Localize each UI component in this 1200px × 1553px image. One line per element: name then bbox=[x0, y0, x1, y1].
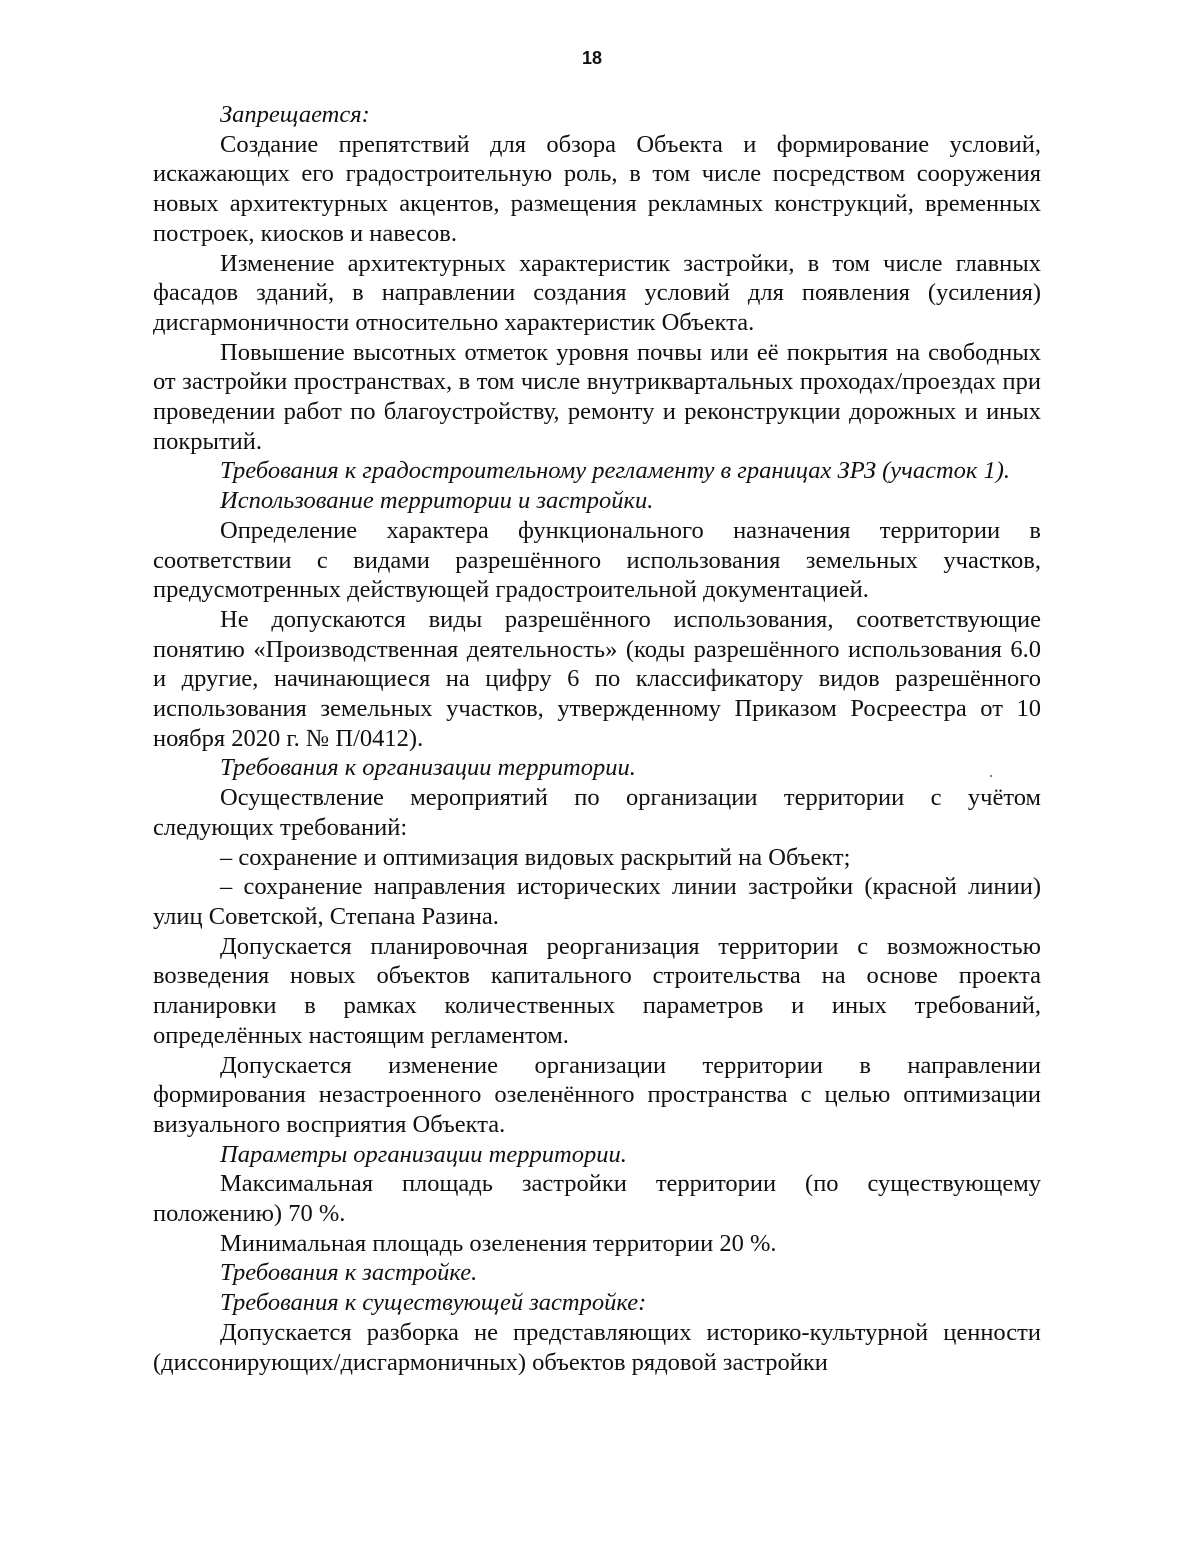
heading-territory-organization: Требования к организации территории. bbox=[220, 754, 636, 782]
paragraph-reorganization: Допускается планировочная реорганизация территории с возможностью возведения новых объектов капитального строительства на основе проекта планировки в рамках количественных параметров и иных требований, определённых настоящим регламентом. bbox=[153, 932, 1041, 1049]
page-number: 18 bbox=[581, 48, 603, 68]
paragraph-min-green-area: Минимальная площадь озеленения территории 20 %. bbox=[220, 1229, 777, 1257]
heading-prohibited: Запрещается: bbox=[220, 101, 370, 128]
heading-organization-parameters: Параметры организации территории. bbox=[220, 1140, 627, 1168]
heading-building-requirements: Требования к застройке. bbox=[220, 1259, 478, 1287]
heading-territory-use: Использование территории и застройки. bbox=[220, 487, 654, 515]
list-item-view-preservation: – сохранение и оптимизация видовых раскрытий на Объект; bbox=[220, 843, 851, 871]
scan-speck bbox=[990, 775, 992, 777]
paragraph-soil-level: Повышение высотных отметок уровня почвы или её покрытия на свободных от застройки пространствах, в том числе внутриквартальных проходах/проездах при проведении работ по благоустройству, ремонту и реконструкции дорожных и иных покрытий. bbox=[153, 338, 1041, 455]
paragraph-max-built-area: Максимальная площадь застройки территории (по существующему положению) 70 %. bbox=[153, 1170, 1041, 1228]
paragraph-architecture-change: Изменение архитектурных характеристик застройки, в том числе главных фасадов зданий, в направлении создания условий для появления (усиления) дисгармоничности относительно характеристик Объекта. bbox=[153, 249, 1041, 336]
paragraph-obstruction: Создание препятствий для обзора Объекта и формирование условий, искажающих его градостроительную роль, в том числе посредством сооружения новых архитектурных акцентов, размещения рекламных конструкций, временных построек, киосков и навесов. bbox=[153, 130, 1041, 247]
heading-existing-buildings: Требования к существующей застройке: bbox=[220, 1289, 647, 1317]
paragraph-organization-measures: Осуществление мероприятий по организации территории с учётом следующих требований: bbox=[153, 784, 1041, 841]
paragraph-functional-purpose: Определение характера функционального назначения территории в соответствии с видами разрешённого использования земельных участков, предусмотренных действующей градостроительной документацией. bbox=[153, 516, 1041, 604]
heading-zrz-requirements: Требования к градостроительному регламенту в границах ЗРЗ (участок 1). bbox=[220, 457, 1011, 485]
paragraph-demolition: Допускается разборка не представляющих историко-культурной ценности (диссонирующих/дисгармоничных) объектов рядовой застройки bbox=[153, 1318, 1041, 1376]
paragraph-green-space: Допускается изменение организации территории в направлении формирования незастроенного озеленённого пространства с целью оптимизации визуального восприятия Объекта. bbox=[153, 1051, 1041, 1138]
document-body bbox=[153, 100, 1041, 1377]
list-item-street-lines: – сохранение направления исторических линии застройки (красной линии) улиц Советской, Степана Разина. bbox=[153, 873, 1041, 930]
paragraph-prohibited-uses: Не допускаются виды разрешённого использования, соответствующие понятию «Производственная деятельность» (коды разрешённого использования 6.0 и другие, начинающиеся на цифру 6 по классификатору видов разрешённого использования земельных участков, утвержденному Приказом Росреестра от 10 ноября 2020 г. № П/0412). bbox=[153, 605, 1041, 752]
